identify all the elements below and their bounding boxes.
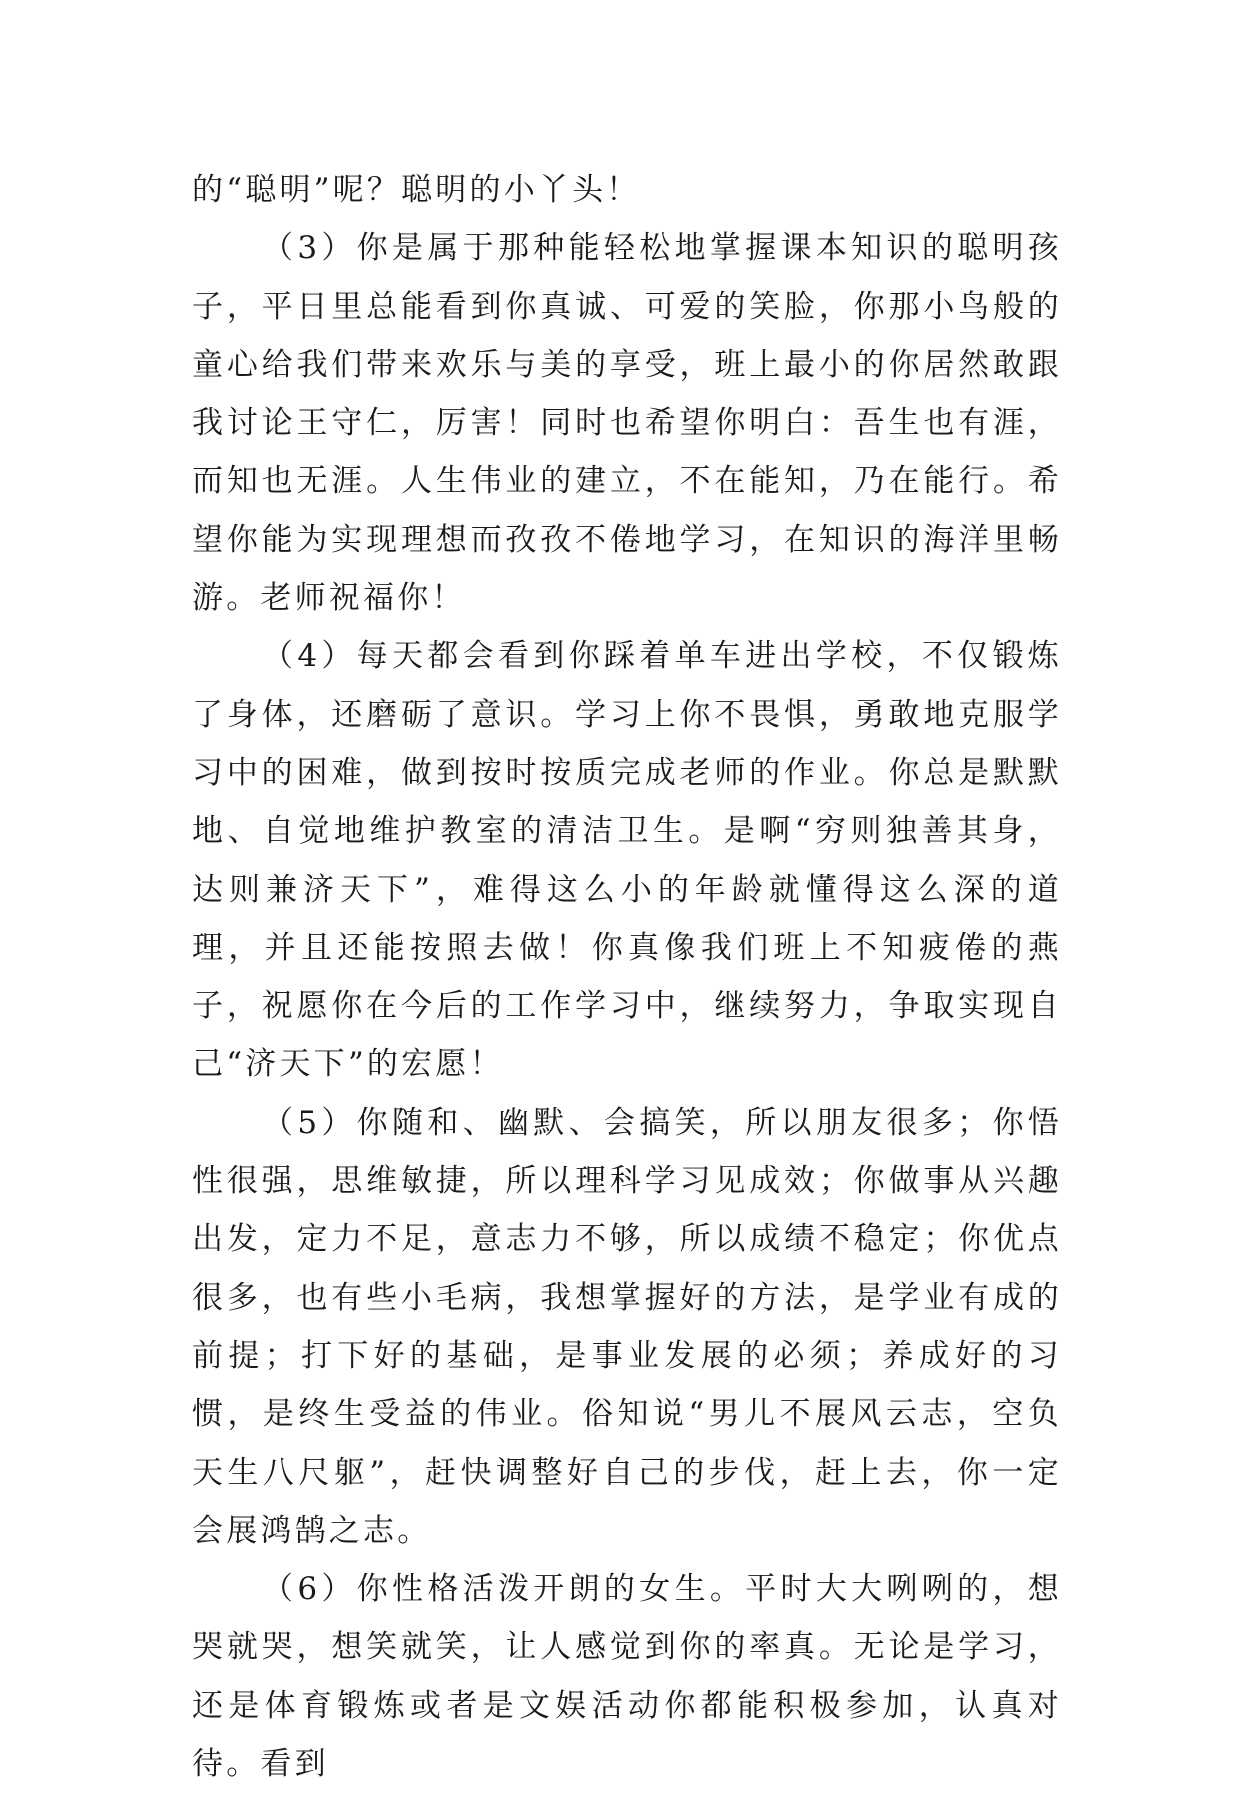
paragraph-continued: 的“聪明”呢？聪明的小丫头！ — [192, 172, 641, 208]
paragraph-4: （4）每天都会看到你踩着单车进出学校，不仅锻炼了身体，还磨砺了意识。学习上你不畏惧，勇敢地克服学习中的困难，做到按时按质完成老师的作业。你总是默默地、自觉地维护教室的清洁卫生。是啊“穷则独善其身，达则兼济天下”，难得这么小的年龄就懂得这么深的道理，并且还能按照去做！你真像我们班上不知疲倦的燕子，祝愿你在今后的工作学习中，继续努力，争取实现自己“济天下”的宏愿！ — [192, 638, 1062, 1083]
paragraph-6: （6）你性格活泼开朗的女生。平时大大咧咧的，想哭就哭，想笑就笑，让人感觉到你的率真。无论是学习，还是体育锻炼或者是文娱活动你都能积极参加，认真对待。看到 — [192, 1571, 1062, 1783]
paragraph-5: （5）你随和、幽默、会搞笑，所以朋友很多；你悟性很强，思维敏捷，所以理科学习见成效；你做事从兴趣出发，定力不足，意志力不够，所以成绩不稳定；你优点很多，也有些小毛病，我想掌握好的方法，是学业有成的前提；打下好的基础，是事业发展的必须；养成好的习惯，是终生受益的伟业。俗知说“男儿不展风云志，空负天生八尺躯”，赶快调整好自己的步伐，赶上去，你一定会展鸿鹄之志。 — [192, 1104, 1062, 1549]
paragraph-3: （3）你是属于那种能轻松地掌握课本知识的聪明孩子，平日里总能看到你真诚、可爱的笑脸，你那小鸟般的童心给我们带来欢乐与美的享受，班上最小的你居然敢跟我讨论王守仁，厉害！同时也希望你明白：吾生也有涯，而知也无涯。人生伟业的建立，不在能知，乃在能行。希望你能为实现理想而孜孜不倦地学习，在知识的海洋里畅游。老师祝福你！ — [192, 230, 1062, 617]
document-body — [192, 161, 1062, 1793]
